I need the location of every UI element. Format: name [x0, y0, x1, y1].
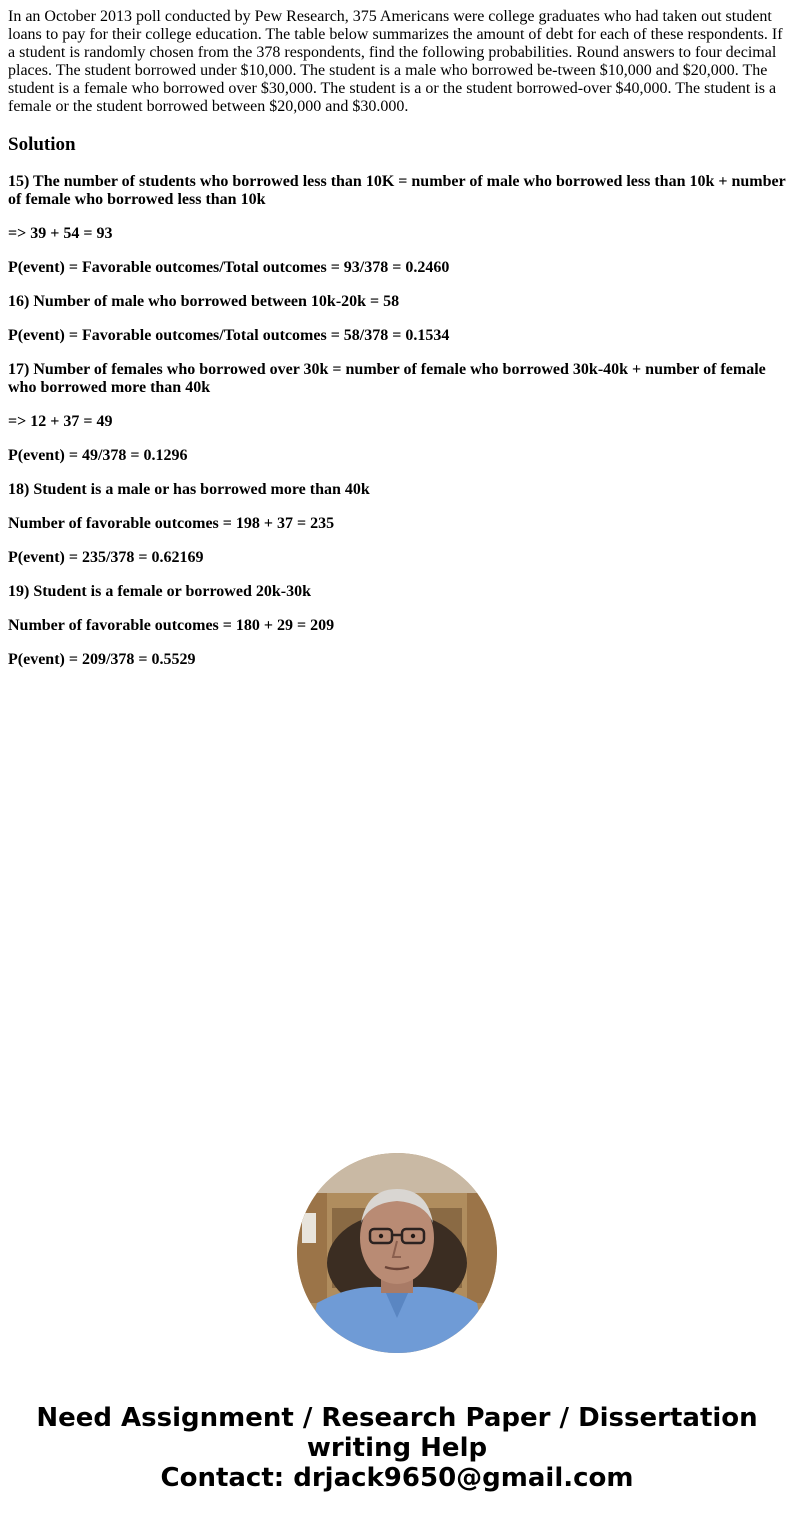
question-text: In an October 2013 poll conducted by Pew Research, 375 Americans were college graduates who had taken out student loans to pay for their college education. The table below summarizes the amount of debt for each of these respondents. If a student is randomly chosen from the 378 respondents, find the following probabilities. Round answers to four decimal places. The student borrowed under $10,000. The student is a male who borrowed be-tween $10,000 and $20,000. The student is a female who borrowed over $30,000. The student is a or the student borrowed-over $40,000. The student is a female or the student borrowed between $20,000 and $30.000. [8, 8, 783, 115]
avatar [297, 1153, 497, 1353]
solution-step: 16) Number of male who borrowed between 10k-20k = 58 [8, 293, 400, 310]
solution-step: P(event) = 209/378 = 0.5529 [8, 651, 196, 668]
document-body [8, 8, 786, 685]
solution-step: P(event) = 49/378 = 0.1296 [8, 447, 188, 464]
footer-banner [0, 1403, 794, 1493]
solution-step: P(event) = Favorable outcomes/Total outcomes = 93/378 = 0.2460 [8, 259, 450, 276]
solution-step: 17) Number of females who borrowed over 30k = number of female who borrowed 30k-40k + number of female who borrowed more than 40k [8, 361, 766, 396]
solution-step: Number of favorable outcomes = 198 + 37 = 235 [8, 515, 335, 532]
person-photo-icon [297, 1153, 497, 1353]
solution-steps [8, 173, 786, 669]
footer-contact: Contact: drjack9650@gmail.com [160, 1463, 634, 1493]
footer-line: Need Assignment / Research Paper / Dissertation [36, 1403, 758, 1433]
solution-step: 19) Student is a female or borrowed 20k-30k [8, 583, 311, 600]
solution-step: => 39 + 54 = 93 [8, 225, 113, 242]
solution-step: => 12 + 37 = 49 [8, 413, 113, 430]
footer-line: writing Help [306, 1433, 488, 1463]
solution-heading: Solution [8, 134, 76, 155]
solution-step: P(event) = Favorable outcomes/Total outcomes = 58/378 = 0.1534 [8, 327, 450, 344]
solution-step: 15) The number of students who borrowed less than 10K = number of male who borrowed less than 10k + number of female who borrowed less than 10k [8, 173, 786, 208]
solution-step: P(event) = 235/378 = 0.62169 [8, 549, 204, 566]
solution-step: Number of favorable outcomes = 180 + 29 = 209 [8, 617, 335, 634]
solution-step: 18) Student is a male or has borrowed more than 40k [8, 481, 370, 498]
